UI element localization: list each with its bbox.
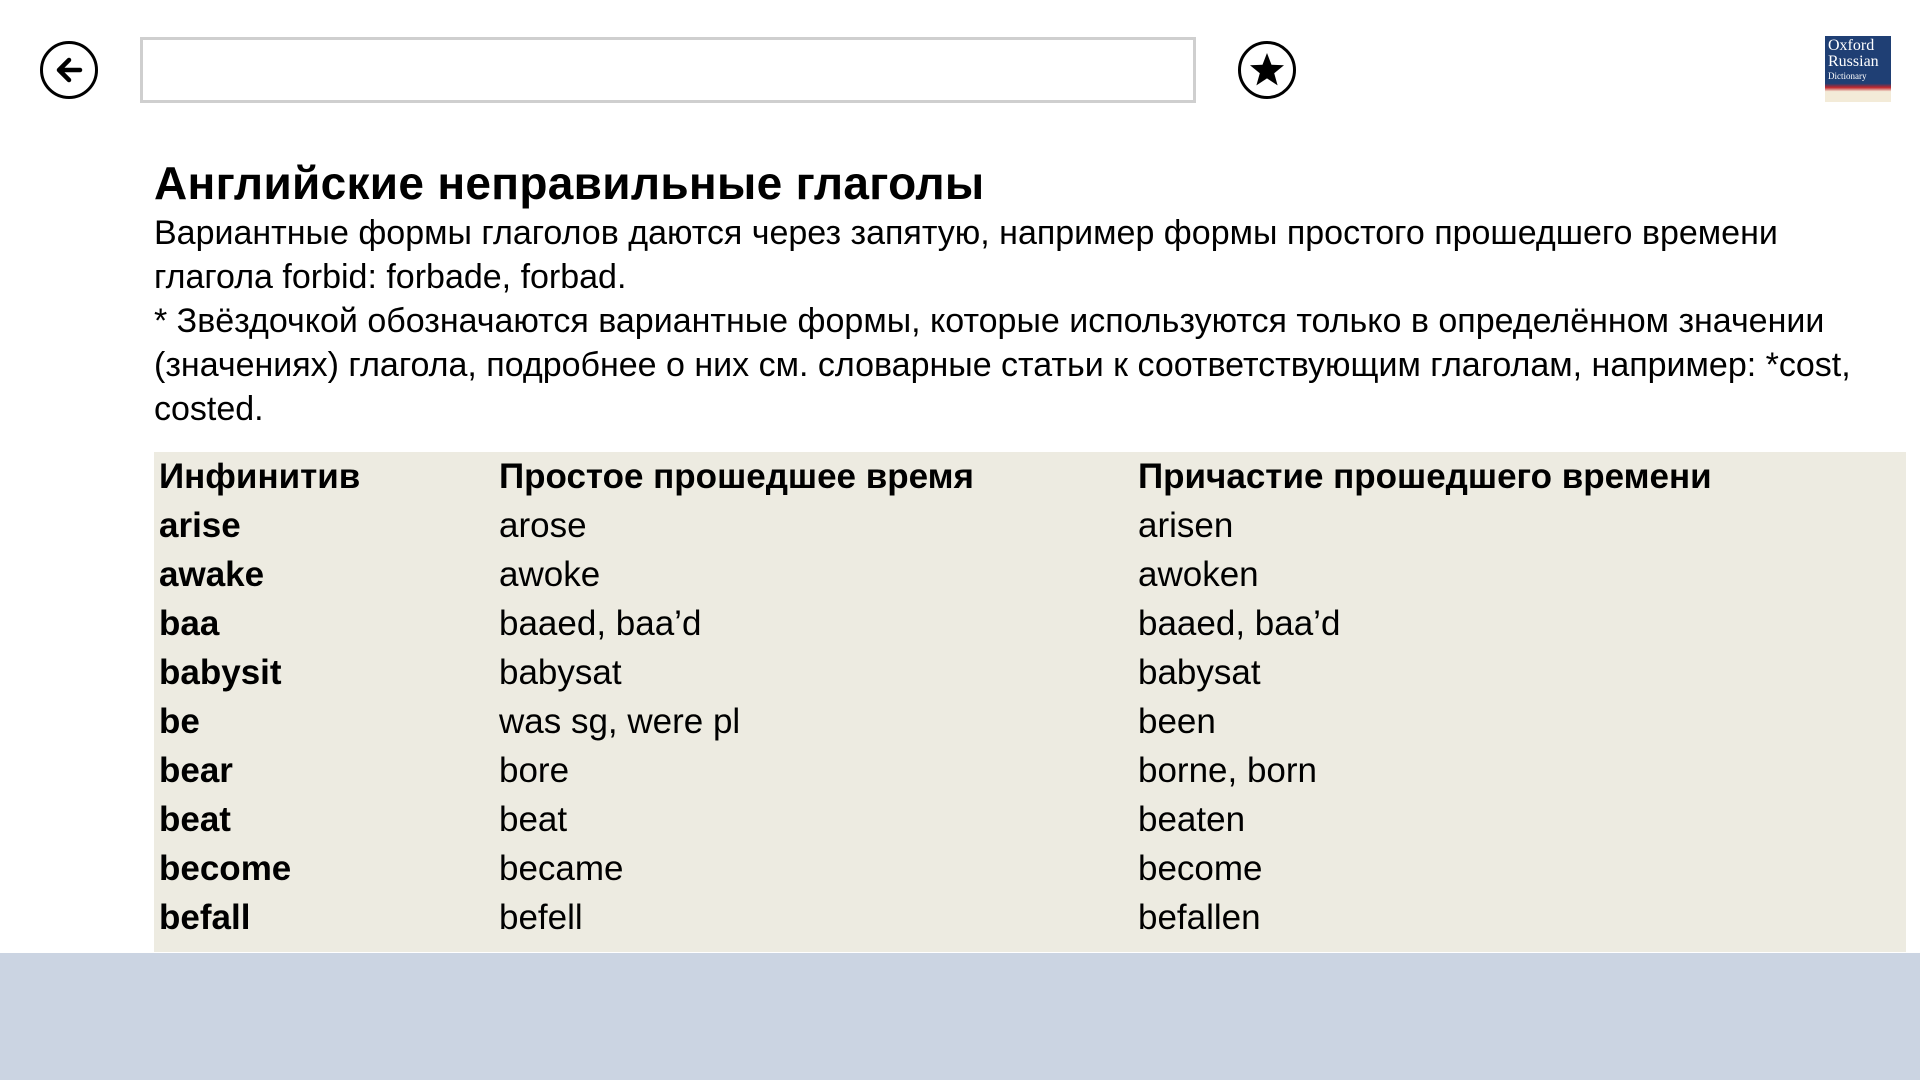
description-paragraph-1: Вариантные формы глаголов даются через запятую, например формы простого прошедшего времени глагола forbid: forbade, forbad. <box>154 214 1778 296</box>
infinitive-cell[interactable]: become <box>159 849 292 888</box>
past-simple-cell: awoke <box>499 555 601 594</box>
bottom-app-bar-area <box>0 953 1920 1080</box>
star-icon <box>1248 51 1286 89</box>
table-row <box>154 795 1906 844</box>
past-simple-cell: arose <box>499 506 587 545</box>
past-simple-cell: beat <box>499 800 568 839</box>
past-simple-cell: befell <box>499 898 583 937</box>
infinitive-cell[interactable]: be <box>159 702 200 741</box>
logo-line-3: Dictionary <box>1828 71 1867 81</box>
infinitive-cell[interactable]: arise <box>159 506 241 545</box>
logo-line-1: Oxford <box>1828 37 1875 54</box>
past-simple-cell: became <box>499 849 624 888</box>
past-participle-cell: befallen <box>1138 898 1261 937</box>
table-row <box>154 893 1906 942</box>
past-participle-cell: borne, born <box>1138 751 1318 790</box>
search-input[interactable] <box>140 37 1196 103</box>
past-participle-cell: babysat <box>1138 653 1261 692</box>
past-participle-cell: awoken <box>1138 555 1259 594</box>
article-content <box>154 155 1904 431</box>
past-simple-cell: babysat <box>499 653 622 692</box>
logo-line-2: Russian <box>1828 53 1879 70</box>
oxford-russian-dictionary-logo <box>1825 36 1891 102</box>
past-simple-cell: bore <box>499 751 570 790</box>
column-header-past-participle: Причастие прошедшего времени <box>1138 457 1712 496</box>
past-participle-cell: been <box>1138 702 1216 741</box>
arrow-left-icon <box>52 53 86 87</box>
table-row <box>154 648 1906 697</box>
past-participle-cell: beaten <box>1138 800 1246 839</box>
table-row <box>154 501 1906 550</box>
past-participle-cell: become <box>1138 849 1263 888</box>
table-row <box>154 550 1906 599</box>
table-header-row <box>154 452 1906 501</box>
past-simple-cell: was sg, were pl <box>499 702 741 741</box>
infinitive-cell[interactable]: awake <box>159 555 265 594</box>
back-button[interactable] <box>40 41 98 99</box>
past-participle-cell: baaed, baa’d <box>1138 604 1341 643</box>
description-paragraph-2: * Звёздочкой обозначаются вариантные формы, которые используются только в определённом значении (значениях) глагола, подробнее о них см. словарные статьи к соответствующим глаголам, например: *cost, costed. <box>154 302 1851 428</box>
top-bar <box>0 0 1920 130</box>
past-simple-cell: baaed, baa’d <box>499 604 702 643</box>
table-row <box>154 746 1906 795</box>
page-title: Английские неправильные глаголы <box>154 157 985 209</box>
infinitive-cell[interactable]: bear <box>159 751 233 790</box>
infinitive-cell[interactable]: befall <box>159 898 251 937</box>
column-header-infinitive: Инфинитив <box>159 457 361 496</box>
infinitive-cell[interactable]: beat <box>159 800 231 839</box>
table-row <box>154 697 1906 746</box>
infinitive-cell[interactable]: baa <box>159 604 220 643</box>
infinitive-cell[interactable]: babysit <box>159 653 282 692</box>
table-row <box>154 599 1906 648</box>
favorites-button[interactable] <box>1238 41 1296 99</box>
past-participle-cell: arisen <box>1138 506 1234 545</box>
irregular-verbs-table <box>154 452 1906 952</box>
column-header-past-simple: Простое прошедшее время <box>499 457 974 496</box>
table-row <box>154 844 1906 893</box>
